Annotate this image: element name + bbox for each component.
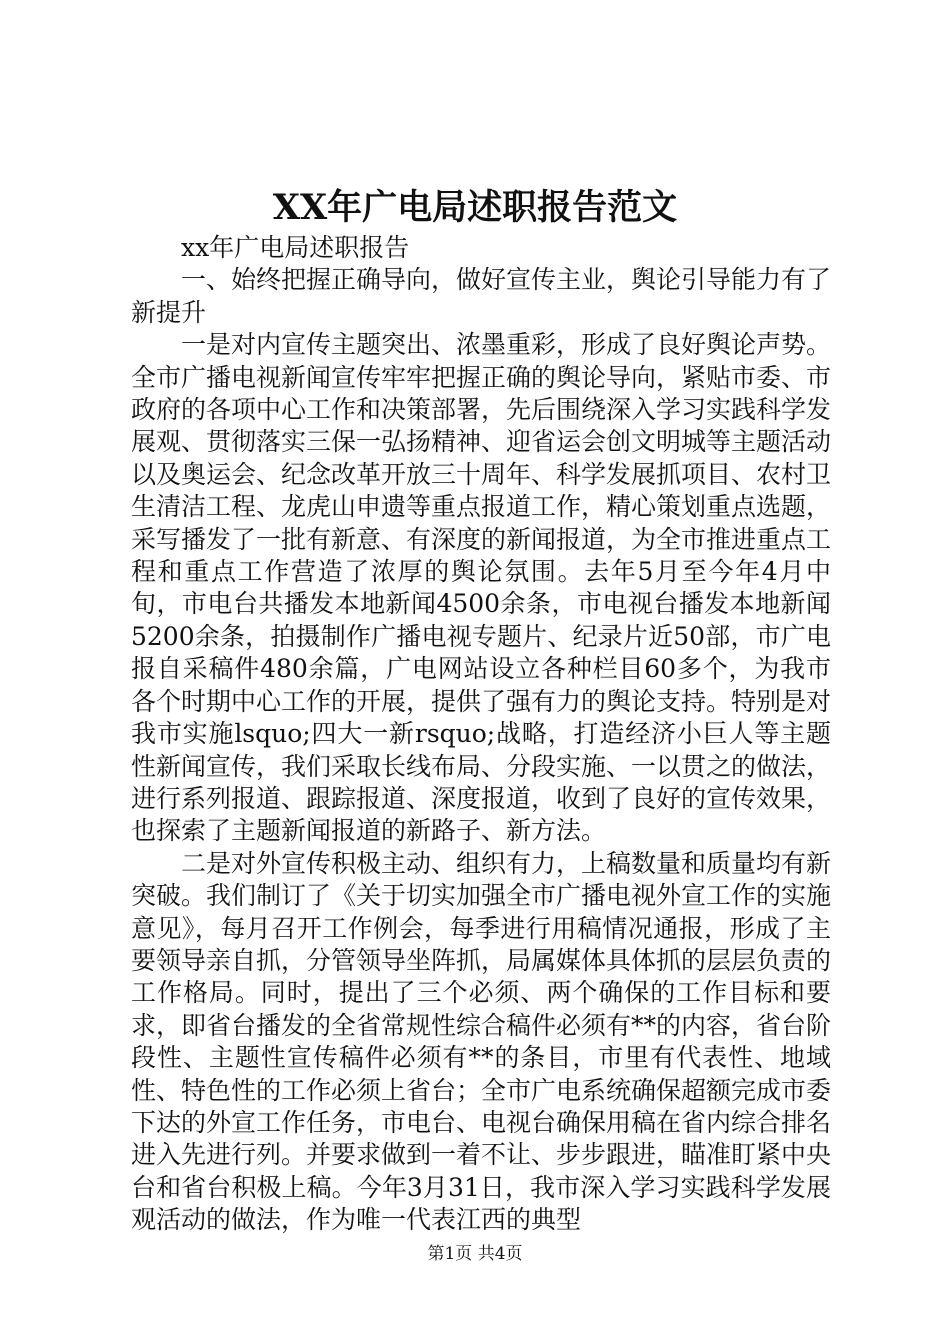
paragraph-external-publicity: 二是对外宣传积极主动、组织有力，上稿数量和质量均有新突破。我们制订了《关于切实加强全市广播电视外宣工作的实施意见》，每月召开工作例会，每季进行用稿情况通报，形成了主要领导亲自抓，分管领导坐阵抓，局属媒体具体抓的层层负责的工作格局。同时，提出了三个必须、两个确保的工作目标和要求，即省台播发的全省常规性综合稿件必须有**的内容，省台阶段性、主题性宣传稿件必须有**的条目，市里有代表性、地域性、特色性的工作必须上省台；全市广电系统确保超额完成市委下达的外宣工作任务，市电台、电视台确保用稿在省内综合排名进入先进行列。并要求做到一着不让、步步跟进，瞄准盯紧中央台和省台积极上稿。今年3月31日，我市深入学习实践科学发展观活动的做法，作为唯一代表江西的典型 — [131, 848, 832, 1235]
page-number-footer: 第1页 共4页 — [427, 1244, 523, 1264]
document-title: XX年广电局述职报告范文 — [272, 187, 678, 228]
paragraph-section-heading: 一、始终把握正确导向，做好宣传主业，舆论引导能力有了新提升 — [131, 265, 832, 327]
document-body — [131, 232, 831, 1237]
paragraph-internal-publicity: 一是对内宣传主题突出、浓墨重彩，形成了良好舆论声势。全市广播电视新闻宣传牢牢把握正确的舆论导向，紧贴市委、市政府的各项中心工作和决策部署，先后围绕深入学习实践科学发展观、贯彻落实三保一弘扬精神、迎省运会创文明城等主题活动以及奥运会、纪念改革开放三十周年、科学发展抓项目、农村卫生清洁工程、龙虎山申遗等重点报道工作，精心策划重点选题，采写播发了一批有新意、有深度的新闻报道，为全市推进重点工程和重点工作营造了浓厚的舆论氛围。去年5月至今年4月中旬，市电台共播发本地新闻4500余条，市电视台播发本地新闻5200余条，拍摄制作广播电视专题片、纪录片近50部，市广电报自采稿件480余篇，广电网站设立各种栏目60多个，为我市各个时期中心工作的开展，提供了强有力的舆论支持。特别是对我市实施lsquo;四大一新rsquo;战略，打造经济小巨人等主题性新闻宣传，我们采取长线布局、分段实施、一以贯之的做法，进行系列报道、跟踪报道、深度报道，收到了良好的宣传效果，也探索了主题新闻报道的新路子、新方法。 — [131, 330, 832, 846]
paragraph-subtitle: xx年广电局述职报告 — [181, 233, 410, 262]
